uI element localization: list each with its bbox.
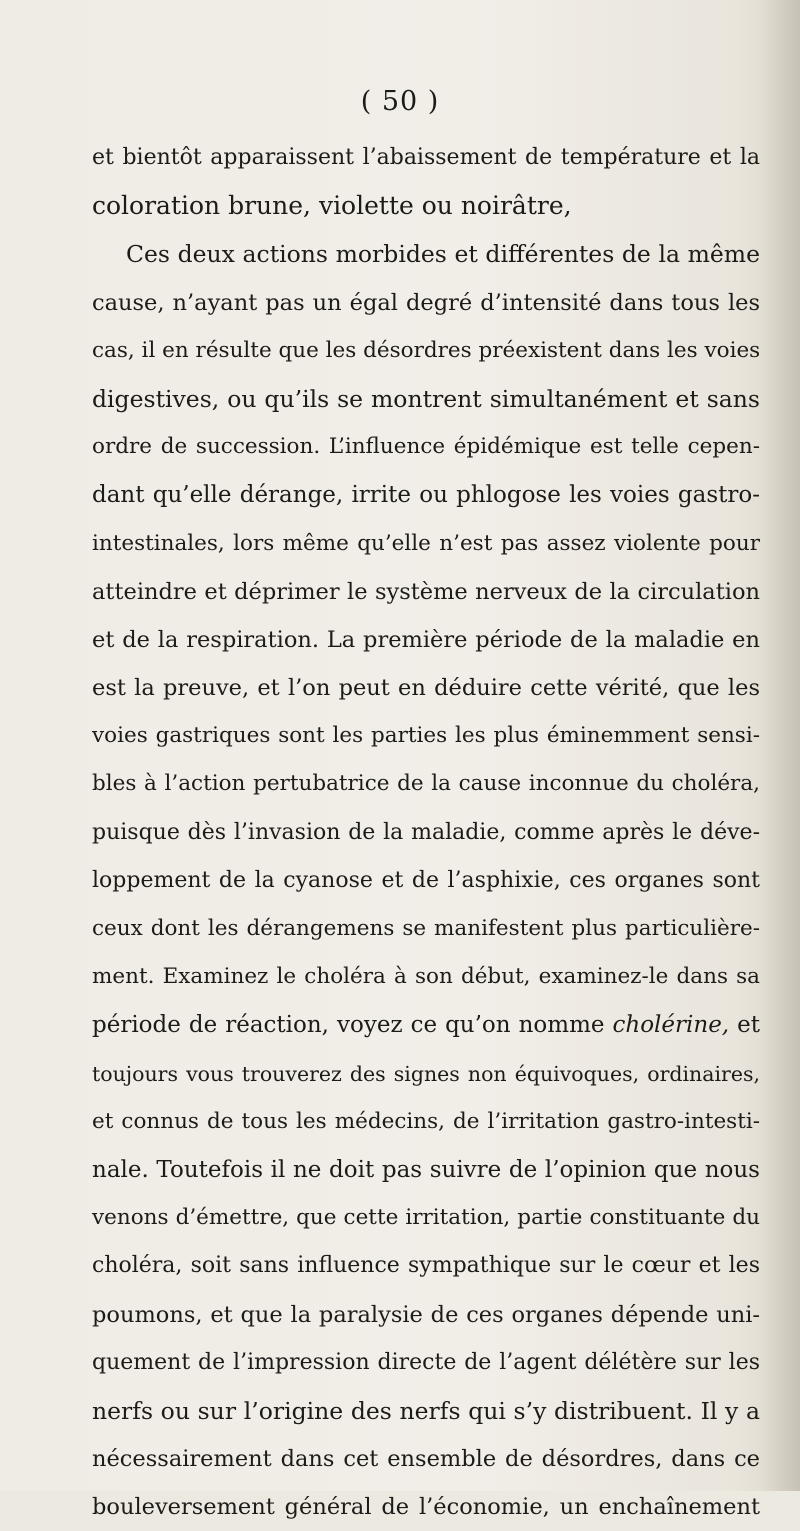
text-line: ceux dont les dérangemens se manifestent plus particulière- <box>92 916 760 941</box>
text-line: poumons, et que la paralysie de ces organes dépende uni- <box>92 1301 760 1328</box>
page-edge-shadow <box>762 0 800 1491</box>
text-segment: et <box>729 1012 760 1039</box>
text-line: quement de l’impression directe de l’agent délétère sur les <box>92 1349 760 1375</box>
text-line: intestinales, lors même qu’elle n’est pas assez violente pour <box>92 530 760 556</box>
text-line: Ces deux actions morbides et différentes de la même <box>126 240 760 269</box>
text-line <box>92 1001 760 1049</box>
text-line: choléra, soit sans influence sympathique sur le cœur et les <box>92 1253 760 1279</box>
text-line: puisque dès l’invasion de la maladie, comme après le déve- <box>92 819 760 845</box>
text-line: ment. Examinez le choléra à son début, examinez-le dans sa <box>92 964 760 990</box>
body-text <box>92 134 760 1531</box>
text-line: et connus de tous les médecins, de l’irritation gastro-intesti- <box>92 1108 760 1134</box>
text-line: est la preuve, et l’on peut en déduire cette vérité, que les <box>92 675 760 702</box>
text-line: venons d’émettre, que cette irritation, partie constituante du <box>92 1205 760 1231</box>
text-line: toujours vous trouverez des signes non équivoques, ordinaires, <box>92 1061 760 1086</box>
text-line: dant qu’elle dérange, irrite ou phlogose les voies gastro- <box>92 482 760 509</box>
text-segment: période de réaction, voyez ce qu’on nomme <box>92 1012 613 1039</box>
text-line: digestives, ou qu’ils se montrent simultanément et sans <box>92 384 760 413</box>
text-line: ordre de succession. L’influence épidémique est telle cepen- <box>92 434 760 460</box>
text-line: nécessairement dans cet ensemble de désordres, dans ce <box>92 1446 760 1473</box>
text-line: cause, n’ayant pas un égal degré d’intensité dans tous les <box>92 289 760 316</box>
page-number: ( 50 ) <box>360 86 440 117</box>
text-line: et de la respiration. La première période de la maladie en <box>92 626 760 653</box>
text-line: loppement de la cyanose et de l’asphixie, ces organes sont <box>92 867 760 893</box>
text-line: nerfs ou sur l’origine des nerfs qui s’y distribuent. Il y a <box>92 1396 760 1425</box>
text-line: nale. Toutefois il ne doit pas suivre de l’opinion que nous <box>92 1156 760 1183</box>
text-line: coloration brune, violette ou noirâtre, <box>92 191 572 221</box>
text-line: atteindre et déprimer le système nerveux de la circulation <box>92 578 760 605</box>
text-line: voies gastriques sont les parties les plus éminemment sensi- <box>92 723 760 749</box>
text-line: bouleversement général de l’économie, un enchaînement <box>92 1494 760 1521</box>
text-line: bles à l’action pertubatrice de la cause inconnue du choléra, <box>92 771 760 797</box>
italic-term: cholérine, <box>612 1012 730 1039</box>
text-line: cas, il en résulte que les désordres préexistent dans les voies <box>92 337 761 363</box>
text-line: et bientôt apparaissent l’abaissement de température et la <box>92 145 760 170</box>
